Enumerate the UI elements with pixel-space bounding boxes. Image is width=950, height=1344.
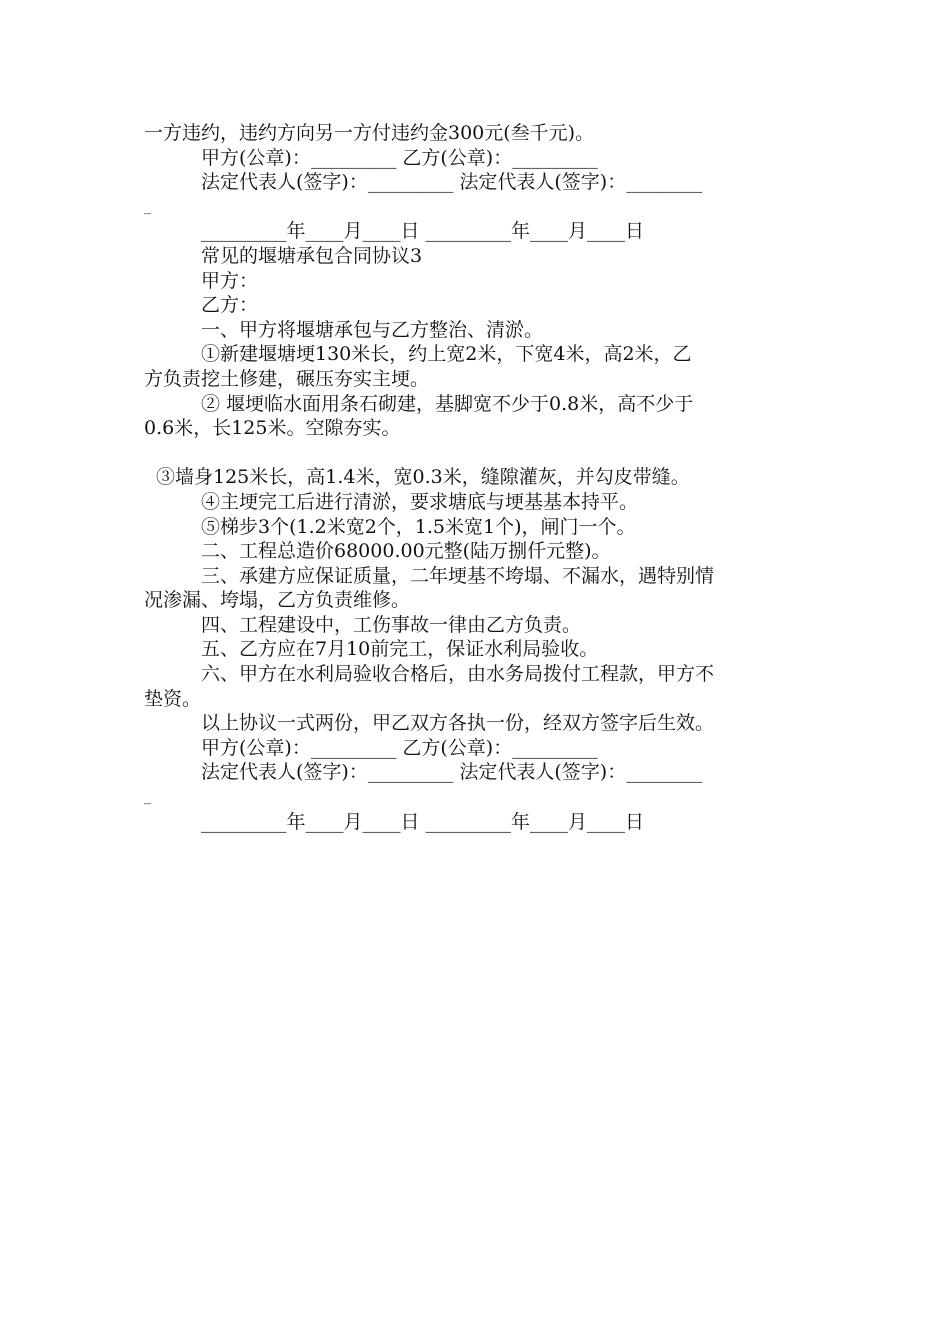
signature-representative-line-2: 法定代表人(签字)：_________ 法定代表人(签字)：________ [201, 761, 703, 784]
clause-3: 三、承建方应保证质量，二年埂基不垮塌、不漏水，遇特别情 [201, 564, 715, 587]
blank-line [144, 441, 808, 466]
party-b-label: 乙方： [201, 294, 259, 317]
party-a-label: 甲方： [201, 269, 259, 292]
clause-1: 一、甲方将堰塘承包与乙方整治、清淤。 [201, 318, 544, 341]
clause-1-item-1-cont: 方负责挖土修建，碾压夯实主埂。 [144, 367, 430, 390]
signature-date-line: _________年____月____日 _________年____月____日 [201, 220, 645, 243]
clause-1-item-5: ⑤梯步3个(1.2米宽2个，1.5米宽1个)，闸门一个。 [201, 515, 636, 538]
document-body [144, 121, 808, 834]
clause-1-item-4: ④主埂完工后进行清淤，要求塘底与埂基基本持平。 [201, 490, 639, 513]
section-title: 常见的堰塘承包合同协议3 [201, 244, 423, 267]
signature-seal-line: 甲方(公章)：_________ 乙方(公章)：_________ [201, 146, 598, 169]
clause-1-item-3: ③墙身125米长，高1.4米，宽0.3米，缝隙灌灰，并勾皮带缝。 [156, 466, 690, 489]
signature-underscore-wrap: _ [144, 198, 151, 215]
signature-underscore-wrap-2: _ [144, 789, 151, 806]
clause-5: 五、乙方应在7月10前完工，保证水利局验收。 [201, 638, 599, 661]
signature-seal-line-2: 甲方(公章)：_________ 乙方(公章)：_________ [201, 736, 598, 759]
clause-3-cont: 况渗漏、垮塌，乙方负责维修。 [144, 589, 411, 612]
clause-4: 四、工程建设中，工伤事故一律由乙方负责。 [201, 613, 582, 636]
clause-1-item-1: ①新建堰塘埂130米长，约上宽2米，下宽4米，高2米，乙 [201, 343, 692, 366]
clause-1-item-2: ② 堰埂临水面用条石砌建，基脚宽不少于0.8米，高不少于 [201, 392, 694, 415]
paragraph-penalty-clause: 一方违约，违约方向另一方付违约金300元(叁千元)。 [144, 122, 595, 144]
signature-date-line-2: _________年____月____日 _________年____月____日 [201, 810, 645, 833]
clause-1-item-2-cont: 0.6米，长125米。空隙夯实。 [144, 417, 401, 440]
closing-statement: 以上协议一式两份，甲乙双方各执一份，经双方签字后生效。 [201, 712, 715, 735]
signature-representative-line: 法定代表人(签字)：_________ 法定代表人(签字)：________ [201, 171, 703, 194]
clause-2: 二、工程总造价68000.00元整(陆万捌仟元整)。 [201, 540, 611, 563]
clause-6-cont: 垫资。 [144, 687, 202, 710]
clause-6: 六、甲方在水利局验收合格后，由水务局拨付工程款，甲方不 [201, 663, 715, 686]
